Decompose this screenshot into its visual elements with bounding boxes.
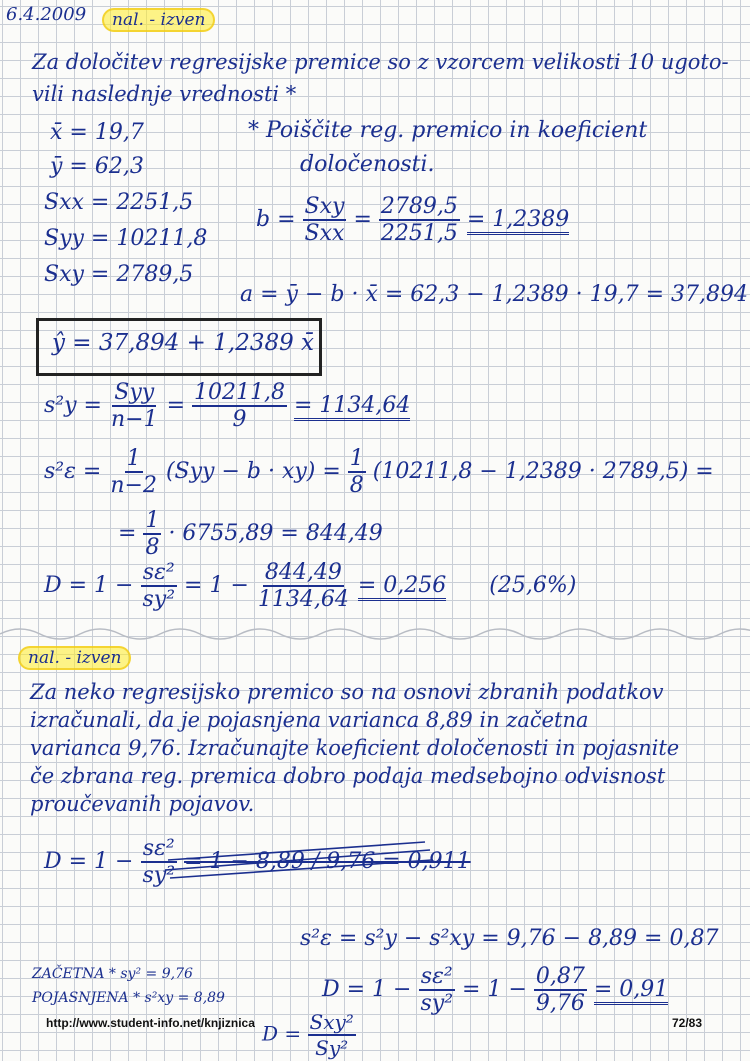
sy2-fraction: [109, 380, 160, 432]
d-alt-denominator: Sy²: [315, 1036, 349, 1060]
sy2-numerator: Syy: [114, 380, 155, 405]
task-tag-2: nal. - izven: [18, 646, 131, 670]
problem2-line4: če zbrana reg. premica dobro podaja medsebojno odvisnost: [30, 764, 666, 788]
problem1-line1: Za določitev regresijske premice so z vzorcem velikosti 10 ugoto-: [32, 50, 729, 74]
problem2-line1: Za neko regresijsko premico so na osnovi zbranih podatkov: [30, 680, 664, 704]
struck-tail: = 1 − 8,89 / 9,76 = 0,911: [184, 849, 471, 874]
regression-model: ŷ = 37,894 + 1,2389 x̄: [52, 330, 315, 356]
d2-fraction-values: [534, 964, 587, 1016]
sy2-denominator: n−1: [110, 407, 158, 432]
b-denominator: Sxx: [304, 221, 345, 246]
struck-denominator: sy²: [142, 863, 176, 888]
a-formula: a = ȳ − b · x̄ = 62,3 − 1,2389 · 19,7 = 37,894: [240, 282, 749, 307]
d2-denominator-value: 9,76: [535, 991, 585, 1016]
d-numerator: sε²: [142, 560, 175, 585]
se2-continuation: [118, 508, 383, 560]
d-alt-formula: [262, 1010, 356, 1060]
se2-label: s²ε =: [44, 459, 102, 484]
d2-formula: [322, 964, 668, 1016]
d2-numerator-value: 0,87: [535, 964, 585, 989]
problem2-line3: varianca 9,76. Izračunajte koeficient določenosti in pojasnite: [30, 736, 680, 760]
d2-middle: = 1 −: [462, 977, 527, 1002]
se2-numerator: 1: [126, 446, 141, 471]
d2-numerator: sε²: [420, 964, 453, 989]
sy2-equals: =: [166, 393, 186, 418]
se2-tail: (10211,8 − 1,2389 · 2789,5) =: [372, 459, 714, 484]
se2-cont-numerator: 1: [145, 508, 160, 533]
footer-url[interactable]: http://www.student-info.net/knjiznica: [46, 1016, 255, 1030]
mean-x: x̄ = 19,7: [50, 120, 144, 145]
se2-cont-fraction: [143, 508, 161, 560]
d-denominator-value: 1134,64: [257, 587, 349, 612]
b-fraction: [303, 194, 347, 246]
page-number: 72/83: [672, 1016, 703, 1030]
d-percentage: (25,6%): [489, 573, 577, 598]
b-equals: =: [353, 207, 372, 232]
sy2-label: s²y =: [44, 393, 102, 418]
problem2-line5: proučevanih pojavov.: [30, 792, 255, 816]
d-alt-fraction: [308, 1010, 356, 1060]
sy2-denominator-value: 9: [232, 407, 247, 432]
d-result: = 0,256: [358, 573, 446, 601]
d2-denominator: sy²: [420, 991, 454, 1016]
se2-middle: (Syy − b · xy) =: [165, 459, 341, 484]
se2-formula: [44, 446, 714, 498]
se2-denominator-2: 8: [349, 473, 364, 498]
d-denominator: sy²: [142, 587, 176, 612]
sy2-fraction-values: [192, 380, 287, 432]
d-fraction-values: [256, 560, 351, 612]
mean-y: ȳ = 62,3: [50, 154, 144, 179]
sy2-result: = 1134,64: [294, 393, 410, 421]
se2-numerator-2: 1: [349, 446, 364, 471]
variance-line: s²ε = s²y − s²xy = 9,76 − 8,89 = 0,87: [300, 926, 719, 951]
variance-calc: [300, 926, 718, 951]
d2-result: = 0,91: [594, 977, 668, 1005]
note-initial: ZAČETNA * sy² = 9,76: [32, 966, 193, 982]
se2-cont-tail: · 6755,89 = 844,49: [168, 521, 383, 546]
date: 6.4.2009: [6, 4, 87, 25]
sxy-value: Sxy = 2789,5: [44, 262, 194, 287]
d-middle: = 1 −: [184, 573, 249, 598]
se2-fraction-2: [348, 446, 366, 498]
note-explained: POJASNJENA * s²xy = 8,89: [32, 990, 225, 1006]
strike-scribble: [160, 830, 440, 890]
struck-numerator: sε²: [142, 836, 175, 861]
d-label: D = 1 −: [44, 573, 134, 598]
task-tag: nal. - izven: [102, 8, 215, 32]
d-alt-numerator: Sxy²: [309, 1010, 354, 1034]
se2-cont-equals: =: [118, 521, 137, 546]
se2-denominator: n−2: [110, 473, 157, 498]
sy2-numerator-value: 10211,8: [194, 380, 285, 405]
problem1-line2: vili naslednje vrednosti *: [32, 82, 297, 106]
b-formula: [256, 194, 569, 246]
b-fraction-values: [379, 194, 460, 246]
d-formula: [44, 560, 576, 612]
syy-value: Syy = 10211,8: [44, 226, 208, 251]
b-label: b =: [256, 207, 296, 232]
d-numerator-value: 844,49: [264, 560, 342, 585]
d-fraction: [140, 560, 177, 612]
sy2-formula: [44, 380, 410, 432]
sxx-value: Sxx = 2251,5: [44, 190, 194, 215]
b-numerator: Sxy: [304, 194, 345, 219]
b-denominator-value: 2251,5: [380, 221, 458, 246]
d2-label: D = 1 −: [322, 977, 412, 1002]
se2-cont-denominator: 8: [145, 535, 160, 560]
b-result: = 1,2389: [467, 207, 569, 235]
d-alt-label: D =: [262, 1021, 302, 1046]
task-line1: * Poiščite reg. premico in koeficient: [248, 118, 648, 143]
se2-fraction: [108, 446, 159, 498]
task-line2: določenosti.: [300, 152, 435, 177]
struck-label: D = 1 −: [44, 849, 134, 874]
wavy-divider: [0, 622, 750, 646]
d2-fraction: [418, 964, 455, 1016]
problem2-line2: izračunali, da je pojasnjena varianca 8,89 in začetna: [30, 708, 589, 732]
b-numerator-value: 2789,5: [380, 194, 458, 219]
